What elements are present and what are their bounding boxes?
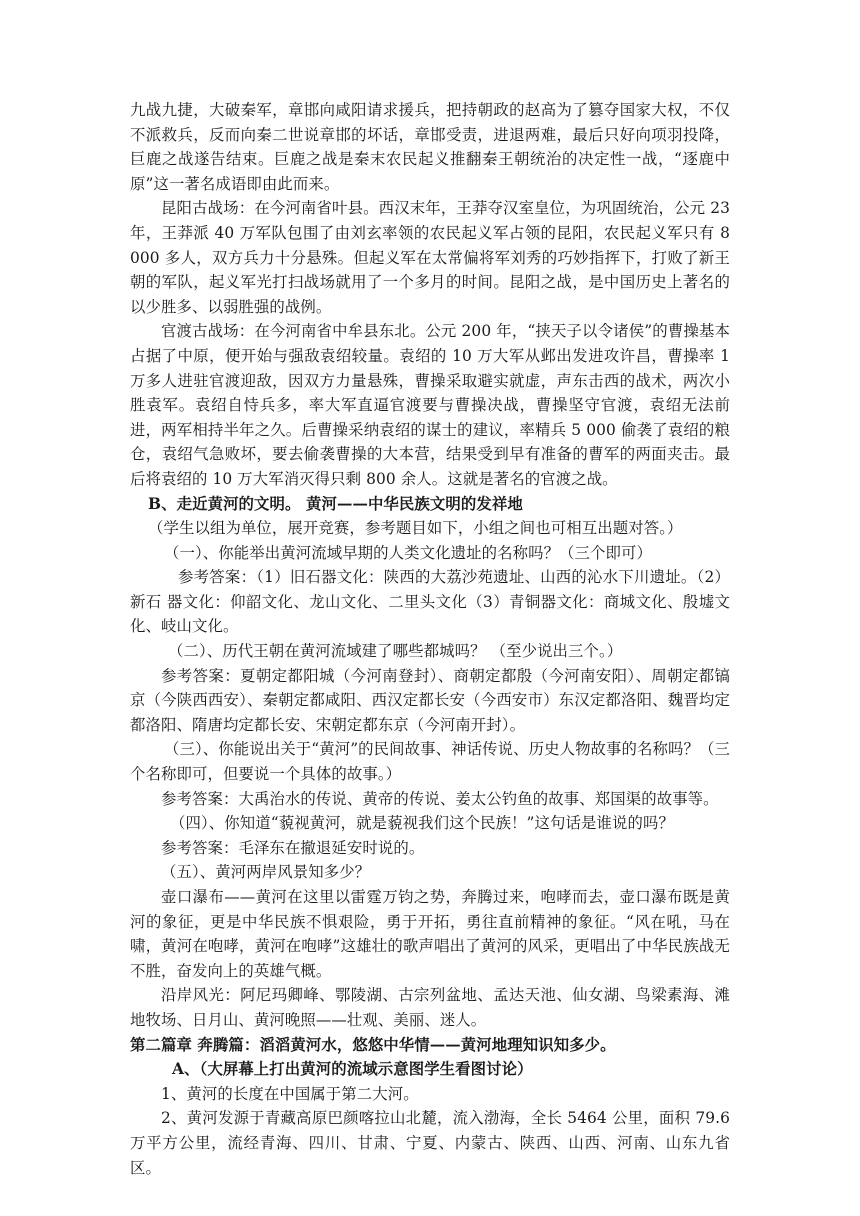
- answer-4: 参考答案：毛泽东在撤退延安时说的。: [161, 838, 425, 857]
- document-page: [130, 98, 730, 1180]
- list-item-1: 1、黄河的长度在中国属于第二大河。: [161, 1084, 419, 1103]
- section-heading-b: B、走近黄河的文明。 黄河——中华民族文明的发祥地: [148, 494, 523, 513]
- list-item-2: 2、黄河发源于青藏高原巴颜喀拉山北麓，流入渤海，全长 5464 公里，面积 79.6 万平方公里，流经青海、四川、甘肃、宁夏、内蒙古、陕西、山西、河南、山东九省区。: [130, 1109, 730, 1177]
- chapter-2-heading: 第二篇章 奔腾篇：滔滔黄河水，悠悠中华情——黄河地理知识知多少。: [130, 1035, 616, 1054]
- question-2: （二）、历代王朝在黄河流域建了哪些都城吗？ （至少说出三个。）: [168, 642, 623, 661]
- answer-2: 参考答案：夏朝定都阳城（今河南登封）、商朝定都殷（今河南安阳）、周朝定都镐京（今陕西西安）、秦朝定都咸阳、西汉定都长安（今西安市）东汉定都洛阳、魏晋均定都洛阳、隋唐均定都长安、宋朝定都东京（今河南开封）。: [130, 666, 730, 734]
- paragraph-guandu-battlefield: 官渡古战场：在今河南省中牟县东北。公元 200 年，“挟天子以令诸侯”的曹操基本占据了中原，便开始与强敌袁绍较量。袁绍的 10 万大军从邺出发进攻许昌，曹操率 1 万多人进驻官渡迎敌，因双方力量悬殊，曹操采取避实就虚，声东击西的战术，两次小胜袁军。袁绍自恃兵多，率大军直逼官渡要与曹操决战，曹操坚守官渡，袁绍无法前进，两军相持半年之久。后曹操采纳袁绍的谋士的建议，率精兵 5 000 偷袭了袁绍的粮仓，袁绍气急败坏，要去偷袭曹操的大本营，结果受到早有准备的曹军的两面夹击。最后将袁绍的 10 万大军消灭得只剩 800 余人。这就是著名的官渡之战。: [130, 322, 730, 488]
- answer-3: 参考答案：大禹治水的传说、黄帝的传说、姜太公钓鱼的故事、郑国渠的故事等。: [161, 789, 719, 808]
- section-heading-a: A、（大屏幕上打出黄河的流域示意图学生看图讨论）: [172, 1060, 533, 1079]
- answer-5-hukou-waterfall: 壶口瀑布——黄河在这里以雷霆万钧之势，奔腾过来，咆哮而去，壶口瀑布既是黄河的象征，更是中华民族不惧艰险，勇于开拓，勇往直前精神的象征。“风在吼，马在啸，黄河在咆哮，黄河在咆哮”这雄壮的歌声唱出了黄河的风采，更唱出了中华民族战无不胜，奋发向上的英雄气概。: [130, 888, 730, 980]
- question-3: （三）、你能说出关于“黄河”的民间故事、神话传说、历史人物故事的名称吗？（三个名称即可，但要说一个具体的故事。）: [130, 740, 730, 784]
- answer-5-riverside-scenery: 沿岸风光：阿尼玛卿峰、鄂陵湖、古宗列盆地、孟达天池、仙女湖、鸟梁素海、滩地牧场、日月山、黄河晚照——壮观、美丽、迷人。: [130, 986, 730, 1029]
- answer-1: 参考答案：（1）旧石器文化：陕西的大荔沙苑遗址、山西的沁水下川遗址。（2）新石 器文化：仰韶文化、龙山文化、二里头文化（3）青铜器文化：商城文化、殷墟文化、岐山文化。: [130, 568, 730, 636]
- paragraph-julu-battle: 九战九捷，大破秦军，章邯向咸阳请求援兵，把持朝政的赵高为了篡夺国家大权，不仅不派救兵，反而向秦二世说章邯的坏话，章邯受责，进退两难，最后只好向项羽投降，巨鹿之战遂告结束。巨鹿之战是秦末农民起义推翻秦王朝统治的决定性一战，“逐鹿中原”这一著名成语即由此而来。: [130, 101, 730, 193]
- paragraph-kunyang-battlefield: 昆阳古战场：在今河南省叶县。西汉末年，王莽夺汉室皇位，为巩固统治，公元 23 年，王莽派 40 万军队包围了由刘玄率领的农民起义军占领的昆阳，农民起义军只有 8 000 多人，双方兵力十分悬殊。但起义军在太常偏将军刘秀的巧妙指挥下，打败了新王朝的军队，起义军光打扫战场就用了一个多月的时间。昆阳之战，是中国历史上著名的以少胜多、以弱胜强的战例。: [130, 199, 730, 316]
- instruction-text: （学生以组为单位，展开竞赛，参考题目如下，小组之间也可相互出题对答。）: [148, 519, 683, 538]
- question-4: （四）、你知道“藐视黄河，就是藐视我们这个民族！”这句话是谁说的吗？: [170, 814, 674, 833]
- question-5: （五）、黄河两岸风景知多少？: [161, 863, 371, 882]
- question-1: （一）、你能举出黄河流域早期的人类文化遗址的名称吗？（三个即可）: [164, 543, 653, 562]
